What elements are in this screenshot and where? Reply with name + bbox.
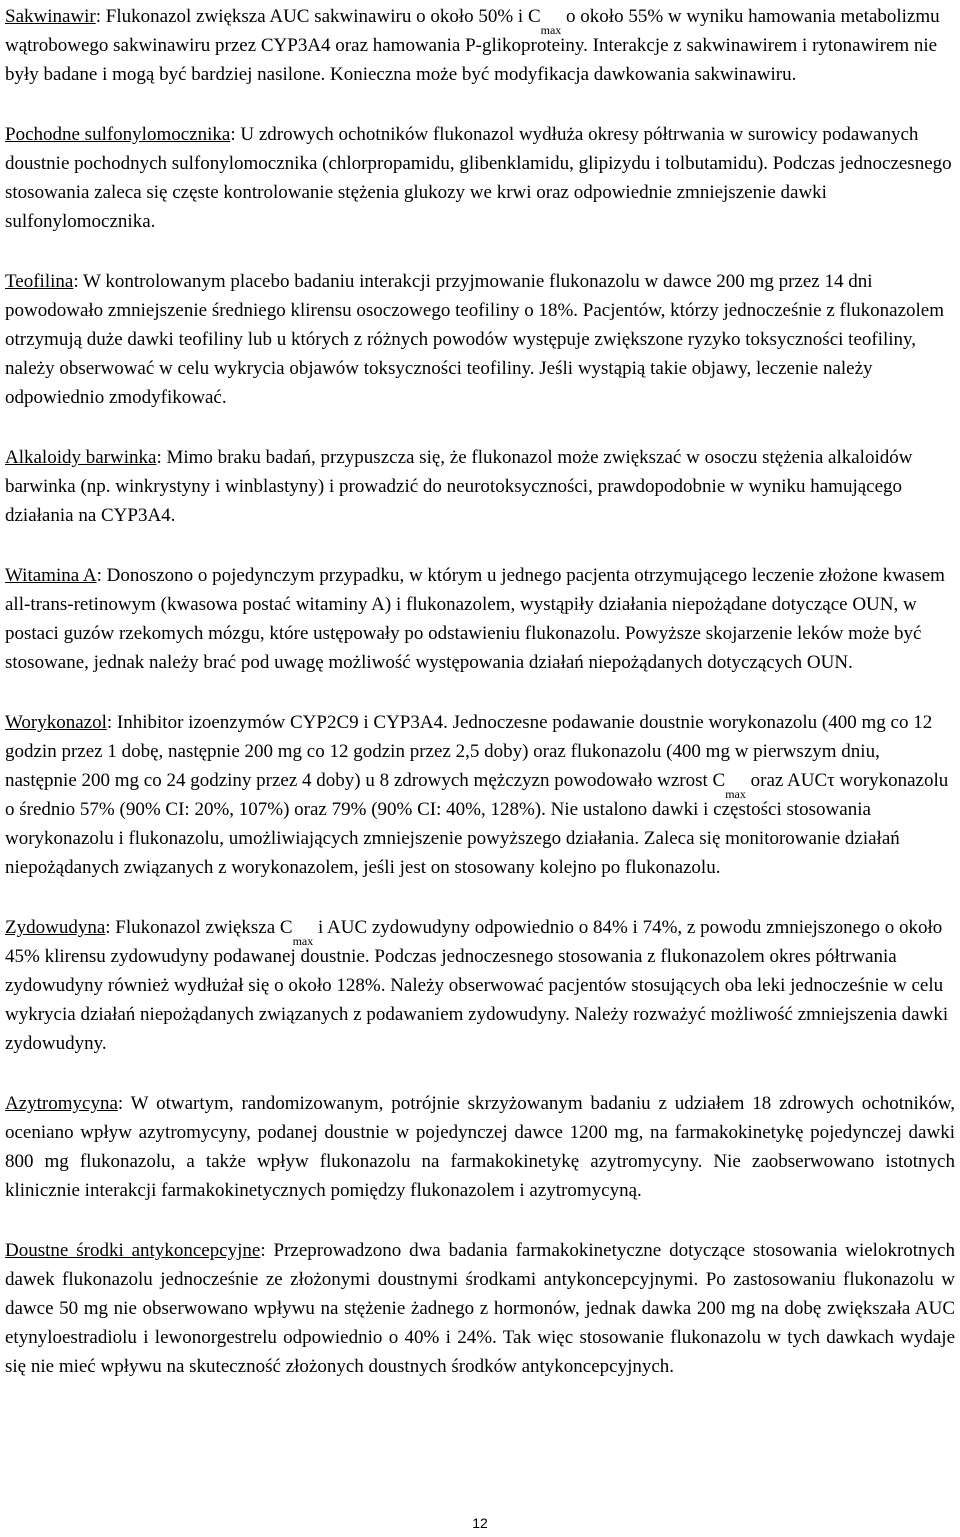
heading-zydowudyna: Zydowudyna: [5, 917, 106, 938]
paragraph-text: : Inhibitor izoenzymów CYP2C9 i CYP3A4. Jednoczesne podawanie doustnie worykonazolu (400 mg co 12 godzin przez 1 dobę, następnie 200 mg co 12 godzin przez 2,5 doby) oraz flukonazolu (400 mg w pierwszym dniu, następnie 200 mg co 24 godziny przez 4 doby) u 8 zdrowych mężczyzn powodowało wzrost C: [5, 712, 933, 791]
heading-antykoncepcyjne: Doustne środki antykoncepcyjne: [5, 1240, 261, 1261]
heading-sakwinawir: Sakwinawir: [5, 6, 96, 27]
heading-worykonazol: Worykonazol: [5, 712, 107, 733]
paragraph-sakwinawir: [5, 2, 955, 89]
subscript-max: max: [292, 934, 314, 948]
heading-witamina: Witamina A: [5, 565, 97, 586]
paragraph-text: : Flukonazol zwiększa C: [105, 917, 293, 938]
paragraph-zydowudyna: [5, 913, 955, 1058]
heading-alkaloidy: Alkaloidy barwinka: [5, 447, 157, 468]
heading-sulfonylomocznik: Pochodne sulfonylomocznika: [5, 124, 231, 145]
paragraph-alkaloidy: [5, 443, 955, 530]
paragraph-text: : Mimo braku badań, przypuszcza się, że flukonazol może zwiększać w osoczu stężenia alkaloidów barwinka (np. winkrystyny i winblastyny) i prowadzić do neurotoksyczności, prawdopodobnie w wyniku hamującego działania na CYP3A4.: [5, 447, 913, 526]
paragraph-text: oraz AUCτ worykonazolu o średnio 57% (90% CI: 20%, 107%) oraz 79% (90% CI: 40%, 128%). Nie ustalono dawki i częstości stosowania worykonazolu i flukonazolu, umożliwiających zmniejszenie powyższego działania. Zaleca się monitorowanie działań niepożądanych związanych z worykonazolem, jeśli jest on stosowany kolejno po flukonazolu.: [5, 770, 949, 878]
paragraph-worykonazol: [5, 708, 955, 882]
paragraph-antykoncepcyjne: [5, 1236, 955, 1381]
subscript-max: max: [725, 787, 746, 801]
paragraph-text: o około 55% w wyniku hamowania metabolizmu wątrobowego sakwinawiru przez CYP3A4 oraz hamowania P-glikoproteiny. Interakcje z sakwinawirem i rytonawirem nie były badane i mogą być bardziej nasilone. Konieczna może być modyfikacja dawkowania sakwinawiru.: [5, 6, 940, 85]
paragraph-text: i AUC zydowudyny odpowiednio o 84% i 74%, z powodu zmniejszonego o około 45% klirensu zydowudyny podawanej doustnie. Podczas jednoczesnego stosowania z flukonazolem okres półtrwania zydowudyny również wydłużał się o około 128%. Należy obserwować pacjentów stosujących oba leki jednocześnie w celu wykrycia działań niepożądanych związanych z podawaniem zydowudyny. Należy rozważyć możliwość zmniejszenia dawki zydowudyny.: [5, 917, 949, 1054]
paragraph-text: : Przeprowadzono dwa badania farmakokinetyczne dotyczące stosowania wielokrotnych dawek flukonazolu jednocześnie ze złożonymi doustnymi środkami antykoncepcyjnymi. Po zastosowaniu flukonazolu w dawce 50 mg nie obserwowano wpływu na stężenie żadnego z hormonów, jednak dawka 200 mg na dobę zwiększała AUC etynyloestradiolu i lewonorgestrelu odpowiednio o 40% i 24%. Tak więc stosowanie flukonazolu w tych dawkach wydaje się nie mieć wpływu na skuteczność złożonych doustnych środków antykoncepcyjnych.: [5, 1240, 955, 1377]
paragraph-sulfonylomocznik: [5, 120, 955, 236]
subscript-max: max: [540, 23, 562, 37]
paragraph-witamina: [5, 561, 955, 677]
paragraph-text: : W kontrolowanym placebo badaniu interakcji przyjmowanie flukonazolu w dawce 200 mg przez 14 dni powodowało zmniejszenie średniego klirensu osoczowego teofiliny o 18%. Pacjentów, którzy jednocześnie z flukonazolem otrzymują duże dawki teofiliny lub u których z różnych powodów występuje zwiększone ryzyko toksyczności teofiliny, należy obserwować w celu wykrycia objawów toksyczności teofiliny. Jeśli wystąpią takie objawy, leczenie należy odpowiednio zmodyfikować.: [5, 271, 944, 408]
paragraph-teofilina: [5, 267, 955, 412]
document-page: [5, 0, 955, 1412]
paragraph-text: : U zdrowych ochotników flukonazol wydłuża okresy półtrwania w surowicy podawanych doustnie pochodnych sulfonylomocznika (chlorpropamidu, glibenklamidu, glipizydu i tolbutamidu). Podczas jednoczesnego stosowania zaleca się częste kontrolowanie stężenia glukozy we krwi oraz odpowiednie zmniejszenie dawki sulfonylomocznika.: [5, 124, 952, 232]
paragraph-text: : Flukonazol zwiększa AUC sakwinawiru o około 50% i C: [95, 6, 541, 27]
paragraph-azytromycyna: [5, 1089, 955, 1205]
heading-teofilina: Teofilina: [5, 271, 74, 292]
page-number: 12: [472, 1515, 488, 1531]
heading-azytromycyna: Azytromycyna: [5, 1093, 118, 1114]
paragraph-text: : W otwartym, randomizowanym, potrójnie skrzyżowanym badaniu z udziałem 18 zdrowych ochotników, oceniano wpływ azytromycyny, podanej doustnie w pojedynczej dawce 1200 mg, na farmakokinetykę pojedynczej dawki 800 mg flukonazolu, a także wpływ flukonazolu na farmakokinetykę azytromycyny. Nie zaobserwowano istotnych klinicznie interakcji farmakokinetycznych pomiędzy flukonazolem i azytromycyną.: [5, 1093, 955, 1201]
paragraph-text: : Donoszono o pojedynczym przypadku, w którym u jednego pacjenta otrzymującego leczenie złożone kwasem all-trans-retinowym (kwasowa postać witaminy A) i flukonazolem, wystąpiły działania niepożądane dotyczące OUN, w postaci guzów rzekomych mózgu, które ustępowały po odstawieniu flukonazolu. Powyższe skojarzenie leków może być stosowane, jednak należy brać pod uwagę możliwość występowania działań niepożądanych dotyczących OUN.: [5, 565, 945, 673]
